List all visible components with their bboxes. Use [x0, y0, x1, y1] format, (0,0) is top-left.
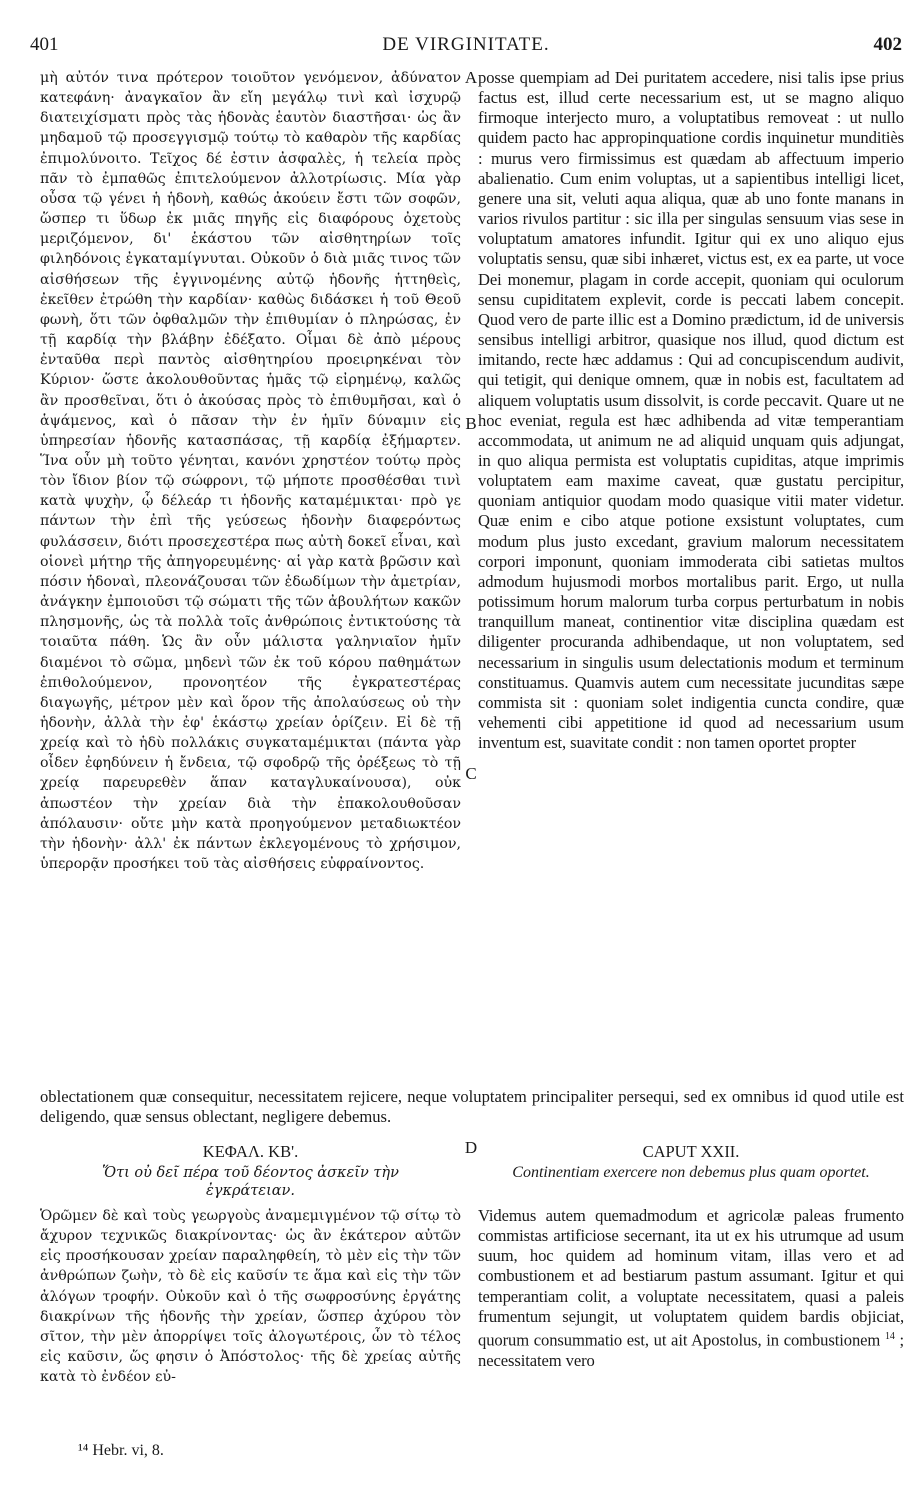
latin-chapter-body-end: ; necessitatem vero	[478, 1330, 904, 1370]
greek-chapter-title: ΚΕΦΑΛ. ΚΒ'.	[202, 1142, 299, 1161]
footnote-reference: 14	[884, 1330, 895, 1342]
page-number-right: 402	[873, 34, 902, 55]
latin-column-text: posse quempiam ad Dei puritatem accedere, nisi talis ipse prius factus est, illud certe necessarium est, ut se magno aliquo firmoque interjecto muro, a voluptatibus removeat : ut nullo quidem pacto hac appropinquatione cordis inquinetur munditiès : murus vero firmissimus est quædam ab affectuum imperio abalienatio. Cum enim voluptas, ut a sapientibus intelligi licet, genere una sit, veluti aqua aliqua, quæ ab uno fonte manans in varios rivulos partitur : sic illa per singulas sensuum vias sese in voluptatum amatores infundit. Igitur qui ex uno aliquo ejus voluptatis sensu, quæ sibi inhæret, victus est, ex ea parte, ut voce Dei monemur, plagam in corde accepit, quoniam qui oculorum sensu cupiditatem explevit, corde is peccati labem concepit. Quod vero de parte illic est a Domino prædictum, id de universis sensibus intelligi arbitror, quasique nos illud, quod dictum est imitando, recte hæc addamus : Qui ad concupiscendum audivit, qui tetigit, qui denique omnem, quæ in nobis est, facultatem ad aliquem voluptatis usum dissolvit, is corde peccavit. Quare ut ne hoc eveniat, regula est hæc adhibenda ad vitæ temperantiam accommodata, ut animum ne ad aliquid unquam quis adjungat, in quo aliqua permista est voluptatis cupiditas, atque imprimis voluptatem eam maxime caveat, quæ gustatu percipitur, quoniam antiquior quodam modo quasique vitii mater videtur. Quæ enim e cibo atque potione exsistunt voluptates, cum modum plus justo excedant, gravium malorum necessitatem corpori imponunt, quoniam immoderata cibi satietas multos admodum hujusmodi morbos mortalibus parit. Ergo, ut nulla potissimum horum malorum turba corpus perturbatum in nobis tranquillum maneat, continentior vitæ disciplina quædam est diligenter procuranda adhibendaque, ut non voluptatem, sed necessarium in singulis usum delectationis modum et terminum constituamus. Quamvis autem cum necessitate jucunditas sæpe commista sit : quoniam solet indigentia cuncta condire, quæ vehementi cibi appetitione id quod ad necessarium usum inventum est, suavitate condit : non tamen oportet propter	[478, 68, 904, 753]
greek-column-text: μὴ αὐτόν τινα πρότερον τοιοῦτον γενόμενον, ἀδύνατον κατεφάνη· ἀναγκαῖον ἂν εἴη μεγάλῳ τινὶ καὶ ἰσχυρῷ διατειχίσματι πρὸς τὰς ἡδονὰς ἑαυτὸν διαστῆσαι· ὡς ἂν μηδαμοῦ τῷ προσεγγισμῷ τούτῳ τὸ καθαρὸν τῆς καρδίας ἐπιμολύνοιτο. Τεῖχος δέ ἐστιν ἀσφαλὲς, ἡ τελεία πρὸς πᾶν τὸ ἐμπαθῶς ἐπιτελούμενον ἀλλοτρίωσις. Μία γὰρ οὖσα τῷ γένει ἡ ἡδονὴ, καθώς ἀκούειν ἔστι τῶν σοφῶν, ὥσπερ τι ὕδωρ ἐκ μιᾶς πηγῆς εἰς διαφόρους ὀχετοὺς μεριζόμενον, δι' ἑκάστου τῶν αἰσθητηρίων τοῖς φιληδόνοις ἐγκαταμίγνυται. Οὐκοῦν ὁ διὰ μιᾶς τινος τῶν αἰσθήσεων τῆς ἐγγινομένης αὐτῷ ἡδονῆς ἡττηθεὶς, ἐκεῖθεν ἐτρώθη τὴν καρδίαν· καθὼς διδάσκει ἡ τοῦ Θεοῦ φωνὴ, ὅτι τῶν ὀφθαλμῶν τὴν ἐπιθυμίαν ὁ πληρώσας, ἐν τῇ καρδίᾳ τὴν βλάβην ἐδέξατο. Οἶμαι δὲ ἀπὸ μέρους ἐνταῦθα περὶ παντὸς αἰσθητηρίου προειρηκέναι τὸν Κύριον· ὥστε ἀκολουθοῦντας ἡμᾶς τῷ εἰρημένῳ, καλῶς ἂν προσθεῖναι, ὅτι ὁ ἀκούσας πρὸς τὸ ἐπιθυμῆσαι, καὶ ὁ ἁψάμενος, καὶ ὁ πᾶσαν τὴν ἐν ἡμῖν δύναμιν εἰς ὑπηρεσίαν ἡδονῆς κατασπάσας, τῇ καρδίᾳ ἐξήμαρτεν. Ἵνα οὖν μὴ τοῦτο γένηται, κανόνι χρηστέον τούτῳ πρὸς τὸν ἴδιον βίον τῷ σώφρονι, τῷ μήποτε προσθέσθαι τινὶ κατὰ ψυχὴν, ᾧ δέλεάρ τι ἡδονῆς καταμέμικται· πρὸ γε πάντων τὴν ἐπὶ τῆς γεύσεως ἡδονὴν διαφερόντως φυλάσσειν, διότι προσεχεστέρα πως αὐτὴ δοκεῖ εἶναι, καὶ οἱονεὶ μήτηρ τῆς ἀπηγορευμένης· αἱ γὰρ κατὰ βρῶσιν καὶ πόσιν ἡδοναὶ, πλεονάζουσαι τῶν ἐδωδίμων τὴν ἀμετρίαν, ἀνάγκην ἐμποιοῦσι τῷ σώματι τῆς τῶν ἀβουλήτων κακῶν πλησμονῆς, ὡς τὰ πολλὰ τοῖς ἀνθρώποις ἐντικτούσης τὰ τοιαῦτα πάθη. Ὡς ἂν οὖν μάλιστα γαληνιαῖον ἡμῖν διαμένοι τὸ σῶμα, μηδενὶ τῶν ἐκ τοῦ κόρου παθημάτων ἐπιθολούμενον, προνοητέον τῆς ἐγκρατεστέρας διαγωγῆς, μέτρον μὲν καὶ ὅρον τῆς ἀπολαύσεως οὐ τὴν ἡδονὴν, ἀλλὰ τὴν ἐφ' ἑκάστῳ χρείαν ὁρίζειν. Εἰ δὲ τῇ χρείᾳ καὶ τὸ ἡδὺ πολλάκις συγκαταμέμικται (πάντα γὰρ οἶδεν ἐφηδύνειν ἡ ἔνδεια, τῷ σφοδρῷ τῆς ὀρέξεως τὸ τῇ χρείᾳ παρευρεθὲν ἅπαν καταγλυκαίνουσα), οὐκ ἀπωστέον τὴν χρείαν διὰ τὴν ἐπακολουθοῦσαν ἀπόλαυσιν· οὔτε μὴν κατὰ προηγούμενον μεταδιωκτέον τὴν ἡδονὴν· ἀλλ' ἐκ πάντων ἐκλεγομένους τὸ χρήσιμον, ὑπερορᾷν προσήκει τοῦ τὰς αἰσθήσεις εὐφραίνοντος.	[40, 70, 461, 873]
latin-chapter-title: CAPUT XXII.	[642, 1142, 740, 1161]
footnote: ¹⁴ Hebr. vi, 8.	[78, 1442, 164, 1459]
latin-chapter-body: Videmus autem quemadmodum et agricolæ paleas frumento commistas artificiose secernant, ita ut ex his utrumque ad usum suum, hoc quidem ad hominum vitam, illas vero et ad combustionem et ad bestiarum pastum assumant. Igitur et qui temperantiam colit, a voluptate necessitatem, quasi a paleis frumentum sejungit, ut voluptatem quidem bardis objiciat, quorum consummatio est, ut ait Apostolus, in combustionem	[478, 1206, 904, 1350]
greek-chapter-subtitle: Ὅτι οὐ δεῖ πέρα τοῦ δέοντος ἀσκεῖν τὴν ἐγκράτειαν.	[102, 1165, 399, 1199]
latin-chapter-subtitle: Continentiam exercere non debemus plus quam oportet.	[512, 1164, 870, 1181]
margin-marker-c: C	[465, 764, 477, 783]
margin-marker-a: A	[464, 68, 478, 87]
running-header	[30, 34, 902, 58]
running-title: DE VIRGINITATE.	[382, 34, 550, 55]
greek-chapter-text: Ὁρῶμεν δὲ καὶ τοὺς γεωργοὺς ἀναμεμιγμένον τῷ σίτῳ τὸ ἄχυρον τεχνικῶς διακρίνοντας· ὡς ἂν ἑκάτερον αὐτῶν εἰς προσήκουσαν χρείαν παραληφθείη, τὸ μὲν εἰς τὴν τῶν ἀνθρώπων ζωὴν, τὸ δὲ εἰς καῦσίν τε ἅμα καὶ εἰς τὴν τῶν ἀλόγων τροφήν. Οὐκοῦν καὶ ὁ τῆς σωφροσύνης ἐργάτης διακρίνων τῆς ἡδονῆς τὴν χρείαν, ὥσπερ ἀχύρου τὸν σῖτον, τὴν μὲν ἀπορρίψει τοῖς ἀλογωτέροις, ὧν τὸ τέλος εἰς καῦσιν, ὥς φησιν ὁ Ἀπόστολος· τῆς δὲ χρείας αὐτῆς κατὰ τὸ ἐνδέον εὐ-	[40, 1208, 461, 1386]
margin-marker-b: B	[465, 414, 477, 433]
page-number-left: 401	[30, 34, 59, 55]
latin-chapter-text	[478, 1206, 904, 1371]
latin-full-width-text: oblectationem quæ consequitur, necessitatem rejicere, neque voluptatem principaliter persequi, sed ex omnibus id quod utile est deligendo, quæ sensus oblectant, negligere debemus.	[40, 1087, 904, 1126]
margin-marker-d: D	[464, 1138, 478, 1157]
